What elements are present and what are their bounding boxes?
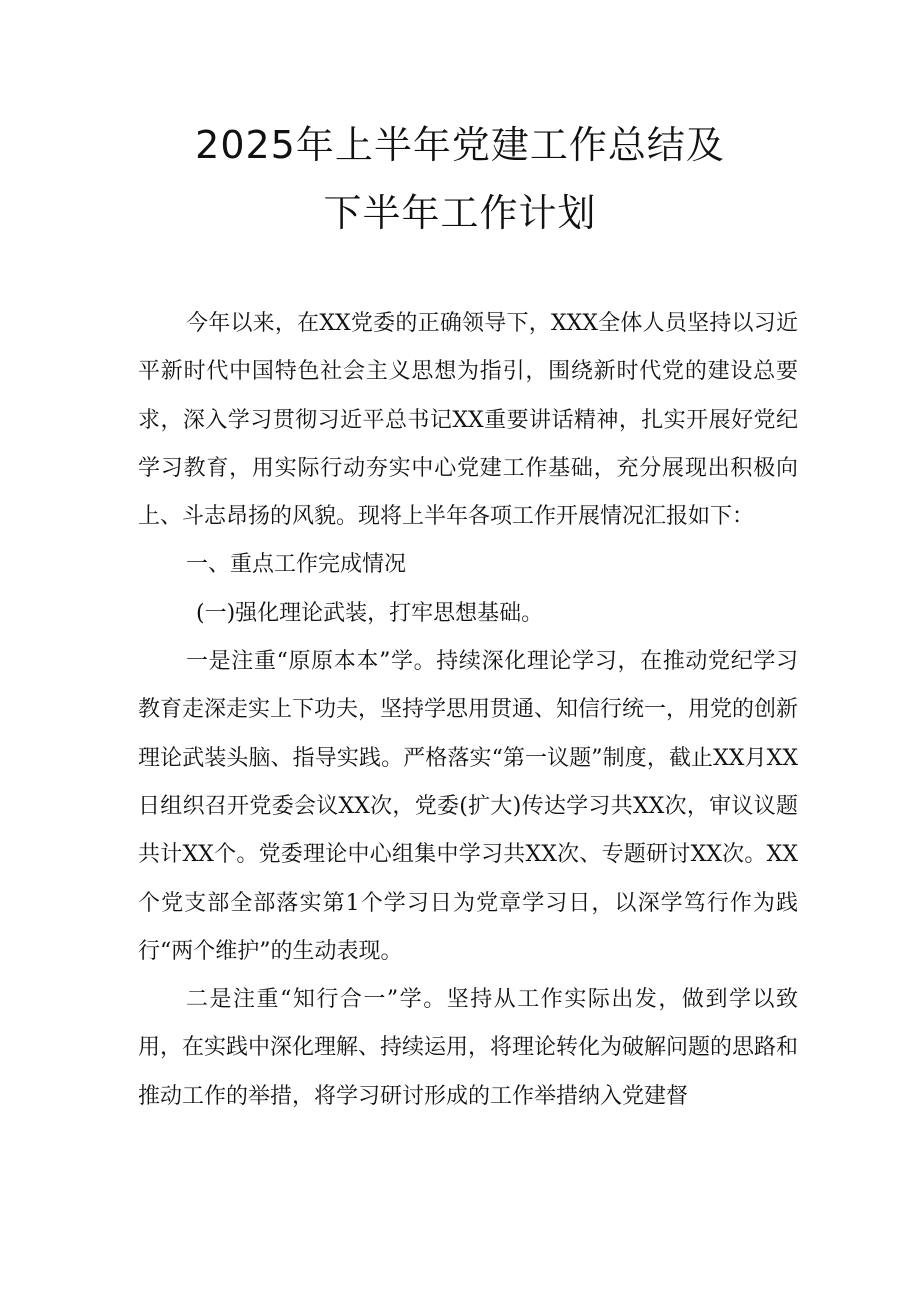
subsection-heading: (一)强化理论武装，打牢思想基础。	[196, 600, 544, 626]
body-paragraph-1: 一是注重“原原本本”学。持续深化理论学习，在推动党纪学习教育走深走实上下功夫，坚持学思用贯通、知信行统一，用党的创新理论武装头脑、指导实践。严格落实“第一议题”制度，截止XX月XX日组织召开党委会议XX次，党委(扩大)传达学习共XX次，审议议题共计XX个。党委理论中心组集中学习共XX次、专题研讨XX次。XX个党支部全部落实第1个学习日为党章学习日，以深学笃行作为践行“两个维护”的生动表现。	[138, 649, 799, 964]
body-paragraph-2: 二是注重“知行合一”学。坚持从工作实际出发，做到学以致用，在实践中深化理解、持续运用，将理论转化为破解问题的思路和推动工作的举措，将学习研讨形成的工作举措纳入党建督	[138, 987, 799, 1109]
document-body	[138, 300, 798, 1121]
document-title-line-2: 下半年工作计划	[323, 191, 597, 235]
intro-paragraph: 今年以来，在XX党委的正确领导下，XXX全体人员坚持以习近平新时代中国特色社会主义思想为指引，围绕新时代党的建设总要求，深入学习贯彻习近平总书记XX重要讲话精神，扎实开展好党纪学习教育，用实际行动夯实中心党建工作基础，充分展现出积极向上、斗志昂扬的风貌。现将上半年各项工作开展情况汇报如下：	[138, 311, 798, 530]
document-title-line-1: 2025年上半年党建工作总结及	[195, 123, 725, 167]
section-heading: 一、重点工作完成情况	[186, 552, 407, 578]
